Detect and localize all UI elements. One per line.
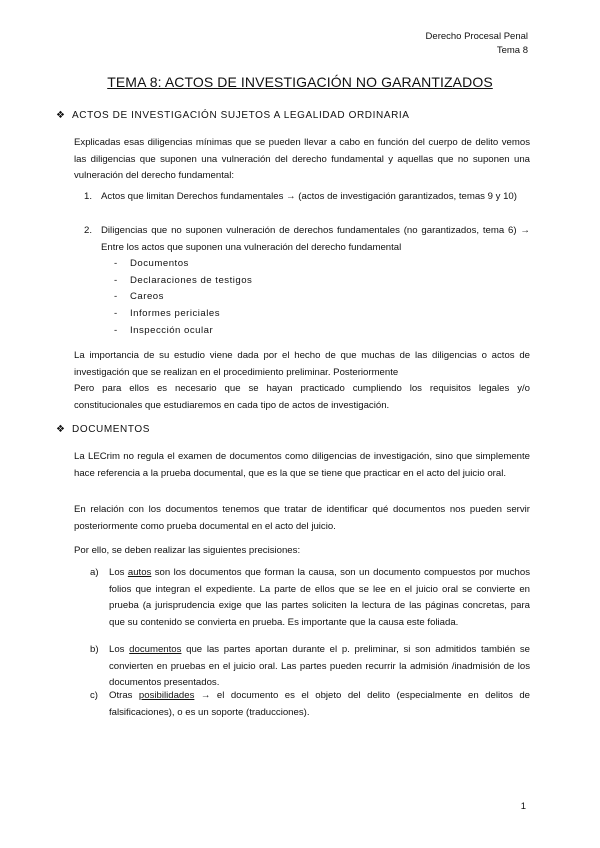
paragraph-precisiones: Por ello, se deben realizar las siguientes precisiones: <box>74 545 301 556</box>
list-number: 1. <box>84 191 93 202</box>
list-text: Diligencias que no suponen vulneración de derechos fundamentales (no garantizados, tema 6) → Entre los actos que suponen una vulneración del derecho fundamental <box>101 225 530 253</box>
list-letter: a) <box>90 567 99 578</box>
key-term: documentos <box>129 644 182 655</box>
dash-item: - Declaraciones de testigos <box>114 275 253 286</box>
list-text: Actos que limitan Derechos fundamentales → (actos de investigación garantizados, temas 9 y 10) <box>101 191 517 202</box>
dash-item: - Careos <box>114 291 164 302</box>
title-prefix: TEMA 8 <box>107 74 158 90</box>
key-term: posibilidades <box>138 690 195 701</box>
section-heading-text: ACTOS DE INVESTIGACIÓN SUJETOS A LEGALIDAD ORDINARIA <box>72 110 410 121</box>
paragraph-intro: Explicadas esas diligencias mínimas que se pueden llevar a cabo en función del cuerpo de delito vemos las diligencias que suponen una vulneración del derecho fundamental y aquellas que no suponen una vulneración del derecho fundamental: <box>74 137 530 181</box>
list-text: Los autos son los documentos que forman la causa, son un documento compuestos por muchos folios que integran el expediente. La parte de ellos que se lee en el juicio oral se convierte en prueba (a jurisprudencia exige que las partes soliciten la lectura de las páginas concretas, para que su contenido se convierta en prueba. Es importante que la causa este foliada. <box>109 567 530 628</box>
list-item <box>90 565 530 631</box>
list-text: Otras posibilidades → el documento es el objeto del delito (especialmente en delitos de falsificaciones), o es un soporte (traducciones). <box>109 690 531 718</box>
paragraph-relacion: En relación con los documentos tenemos que tratar de identificar qué documentos nos pueden servir posteriormente como prueba documental en el acto del juicio. <box>74 504 530 532</box>
diamond-bullet-icon: ❖ <box>56 110 66 121</box>
diamond-bullet-icon: ❖ <box>56 424 66 435</box>
header-subject: Derecho Procesal Penal <box>425 31 528 42</box>
list-letter: c) <box>90 690 98 701</box>
page-number: 1 <box>520 801 526 812</box>
list-item <box>84 189 530 206</box>
list-item <box>90 642 530 692</box>
section-heading-documentos <box>56 424 150 435</box>
closing-line-1: La importancia de su estudio viene dada por el hecho de que muchas de las diligencias o actos de investigación que se realizan en el procedimiento preliminar. Posteriormente <box>74 350 530 378</box>
paragraph-lecrim: La LECrim no regula el examen de documentos como diligencias de investigación, sino que simplemente hace referencia a la prueba documental, que es la que se tiene que practicar en el acto del juicio oral. <box>74 451 530 479</box>
dash-item: - Informes periciales <box>114 308 221 319</box>
running-header <box>426 30 528 58</box>
key-term: autos <box>127 567 152 578</box>
list-text: Los documentos que las partes aportan durante el p. preliminar, si son admitidos también se convierten en pruebas en el juicio oral. Las partes pueden recurrir la admisión /inadmisión de los documentos presentados. <box>109 644 530 688</box>
section-heading-legalidad <box>56 110 410 121</box>
header-topic: Tema 8 <box>496 45 528 56</box>
paragraph-importance <box>74 348 530 414</box>
dash-item: - Documentos <box>114 258 189 269</box>
list-item <box>90 688 530 721</box>
list-letter: b) <box>90 644 99 655</box>
list-number: 2. <box>84 225 93 236</box>
title-rest: : ACTOS DE INVESTIGACIÓN NO GARANTIZADOS <box>157 74 493 90</box>
list-item <box>84 223 530 256</box>
dash-item: - Inspección ocular <box>114 325 214 336</box>
section-heading-text: DOCUMENTOS <box>72 424 151 435</box>
page-title <box>0 74 600 90</box>
closing-line-2: Pero para ellos es necesario que se hayan practicado cumpliendo los requisitos legales y/o constitucionales que estudiaremos en cada tipo de actos de investigación. <box>74 383 530 411</box>
